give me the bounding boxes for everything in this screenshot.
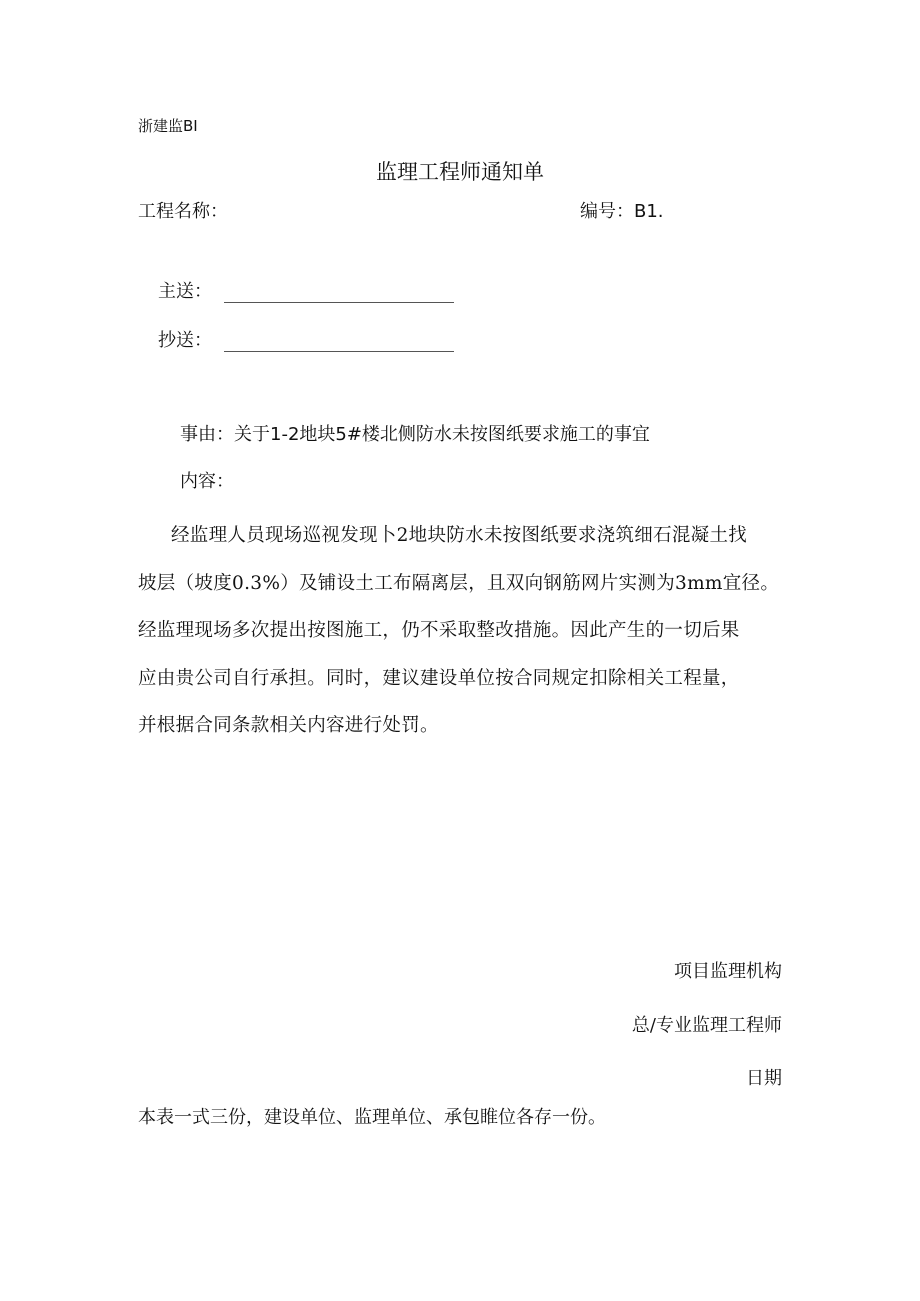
body-line: 经监理人员现场巡视发现卜2地块防水未按图纸要求浇筑细石混凝土找 xyxy=(171,525,748,546)
body-line: 应由贵公司自行承担。同时，建议建设单位按合同规定扣除相关工程量， xyxy=(138,667,740,689)
main-recipient-row xyxy=(158,277,454,303)
page-title: 监理工程师通知单 xyxy=(376,160,544,184)
cc-recipient-label: 抄送： xyxy=(158,330,212,351)
body-line: 并根据合同条款相关内容进行处罚。 xyxy=(138,715,439,736)
supervision-org-label: 项目监理机构 xyxy=(674,961,782,982)
main-recipient-field[interactable] xyxy=(224,282,454,303)
body-line: 坡层（坡度0.3%）及铺设土工布隔离层，且双向钢筋网片实测为3mm宜径。 xyxy=(138,572,780,594)
cc-recipient-row xyxy=(158,326,454,352)
project-name-label: 工程名称： xyxy=(138,201,228,222)
form-code: 浙建监BI xyxy=(138,117,198,135)
main-recipient-label: 主送： xyxy=(158,281,212,302)
body-line: 经监理现场多次提出按图施工，仍不采取整改措施。因此产生的一切后果 xyxy=(138,620,740,641)
serial-number-label: 编号：B1. xyxy=(580,201,664,222)
notice-body xyxy=(138,512,798,750)
date-label: 日期 xyxy=(746,1068,782,1089)
notice-subject: 事由：关于1-2地块5#楼北侧防水未按图纸要求施工的事宜 xyxy=(180,424,650,445)
cc-recipient-field[interactable] xyxy=(224,331,454,352)
content-label: 内容： xyxy=(180,471,234,492)
distribution-note: 本表一式三份，建设单位、监理单位、承包睢位各存一份。 xyxy=(138,1107,606,1128)
supervising-engineer-label: 总/专业监理工程师 xyxy=(631,1015,782,1036)
